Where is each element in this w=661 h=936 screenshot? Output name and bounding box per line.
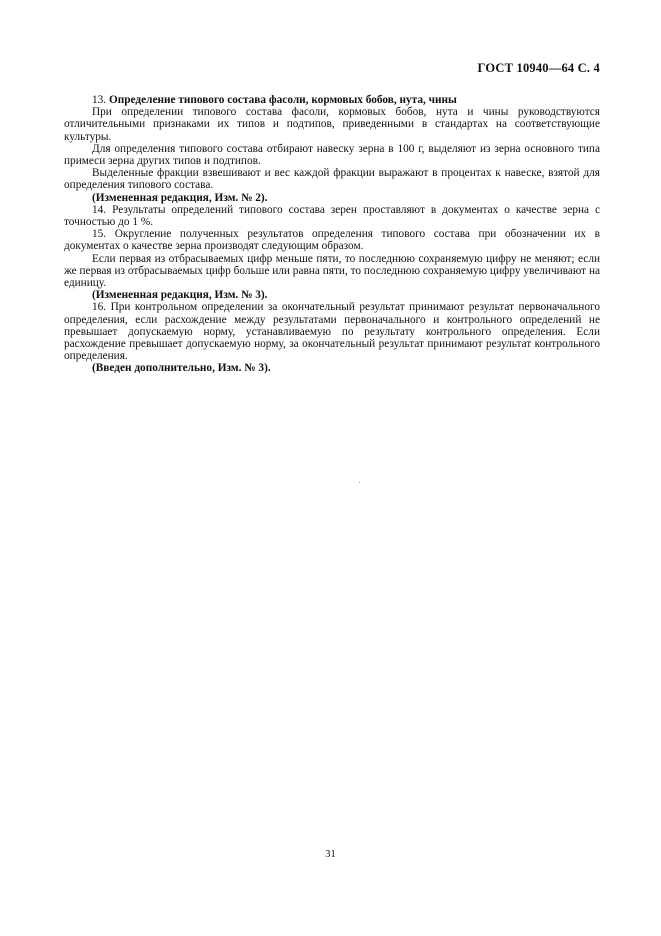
amendment-note-2: (Измененная редакция, Изм. № 3).: [92, 289, 268, 302]
amendment-note-3: (Введен дополнительно, Изм. № 3).: [92, 362, 271, 375]
paragraph-13-2: Для определения типового состава отбирают навеску зерна в 100 г, выделяют из зерна основного типа примеси зерна других типов и подтипов.: [64, 142, 600, 168]
paragraph-13-1: При определении типового состава фасоли, кормовых бобов, нута и чины руководствуются отличительными признаками их типов и подтипов, приведенными в стандартах на соответствующие культуры.: [64, 106, 600, 143]
amendment-note-1: (Измененная редакция, Изм. № 2).: [92, 191, 268, 204]
paragraph-14: 14. Результаты определений типового состава зерен проставляют в документах о качестве зерна с точностью до 1 %.: [64, 203, 600, 229]
section-13-number: 13.: [92, 94, 107, 106]
section-13-title: Определение типового состава фасоли, кормовых бобов, нута, чины: [108, 94, 457, 106]
document-body: [64, 94, 600, 375]
page-header: ГОСТ 10940—64 С. 4: [477, 61, 600, 75]
paragraph-13-3: Выделенные фракции взвешивают и вес каждой фракции выражают в процентах к навеске, взятой для определения типового состава.: [64, 167, 600, 192]
paragraph-15: 15. Округление полученных результатов определения типового состава при обозначении их в документах о качестве зерна производят следующим образом.: [64, 228, 600, 253]
section-13-heading: [64, 94, 600, 106]
paragraph-15-rule: Если первая из отбрасываемых цифр меньше пяти, то последнюю сохраняемую цифру не меняют; если же первая из отбрасываемых цифр больше или равна пяти, то последнюю сохраняемую цифру увеличивают на единицу.: [64, 252, 600, 290]
scan-speck: [359, 482, 360, 483]
page-number: 31: [325, 849, 336, 860]
paragraph-16: 16. При контрольном определении за окончательный результат принимают результат первоначального определения, если расхождение между результатами первоначального и контрольного определений не превышает допускаемую норму, устанавливаемую по результату контрольного определения. Если расхождение превышает допускаемую норму, за окончательный результат принимают результат контрольного определения.: [64, 301, 600, 363]
